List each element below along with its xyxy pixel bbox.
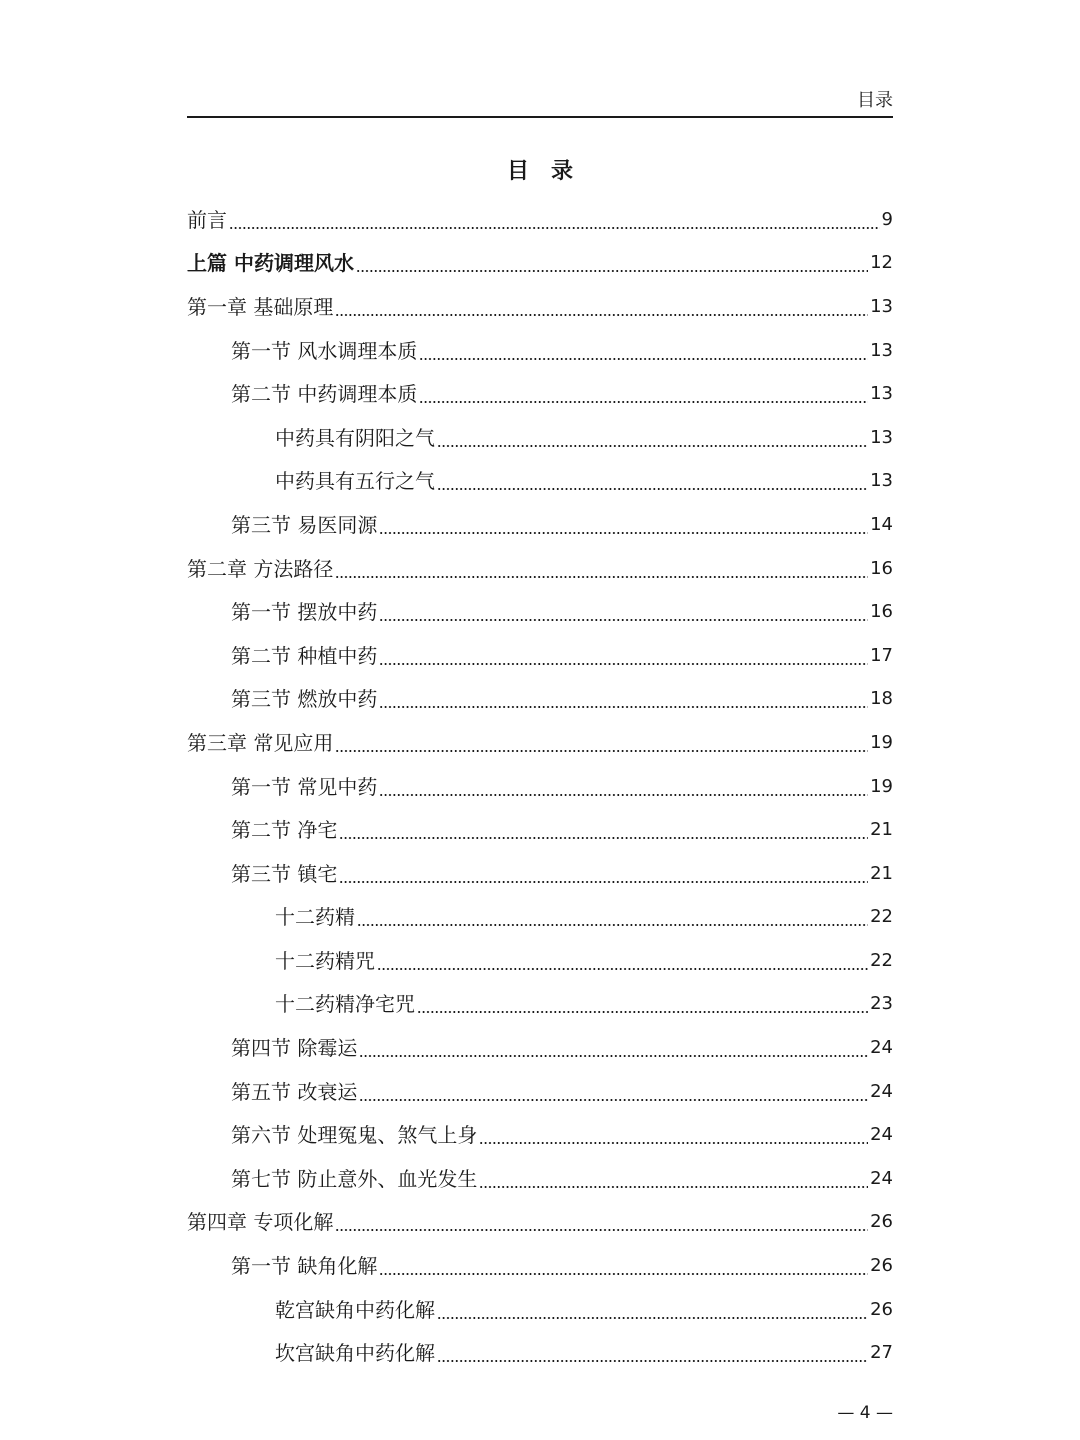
toc-entry-page-number: 12 — [870, 252, 893, 274]
toc-entry[interactable] — [187, 939, 893, 983]
toc-entry[interactable] — [187, 416, 893, 460]
dot-leader — [379, 1273, 868, 1275]
toc-entry-page-number: 13 — [870, 383, 893, 405]
toc-entry[interactable] — [187, 372, 893, 416]
toc-entry-title: 第一节 风水调理本质 — [231, 338, 418, 363]
toc-entry-title: 第六节 处理冤鬼、煞气上身 — [231, 1123, 478, 1148]
toc-entry-page-number: 24 — [870, 1124, 893, 1146]
dot-leader — [377, 968, 868, 970]
toc-entry[interactable] — [187, 198, 893, 242]
dot-leader — [379, 619, 868, 621]
toc-entry-title: 第二章 方法路径 — [187, 556, 334, 581]
toc-entry[interactable] — [187, 852, 893, 896]
toc-entry[interactable] — [187, 983, 893, 1027]
toc-entry-title: 第二节 净宅 — [231, 818, 338, 843]
toc-entry[interactable] — [187, 1288, 893, 1332]
toc-entry[interactable] — [187, 765, 893, 809]
dot-leader — [479, 1186, 868, 1188]
dot-leader — [419, 358, 868, 360]
dot-leader — [356, 270, 868, 272]
toc-entry-page-number: 13 — [870, 470, 893, 492]
toc-entry-title: 第三节 镇宅 — [231, 861, 338, 886]
toc-entry[interactable] — [187, 1026, 893, 1070]
dot-leader — [335, 750, 868, 752]
toc-entry-page-number: 23 — [870, 993, 893, 1015]
toc-entry[interactable] — [187, 678, 893, 722]
toc-entry[interactable] — [187, 1157, 893, 1201]
toc-entry[interactable] — [187, 721, 893, 765]
toc-entry-page-number: 13 — [870, 426, 893, 448]
toc-entry-title: 前言 — [187, 207, 227, 232]
toc-entry-title: 第一节 缺角化解 — [231, 1254, 378, 1279]
toc-entry-title: 第一节 摆放中药 — [231, 600, 378, 625]
dot-leader — [229, 227, 880, 229]
running-header — [187, 88, 893, 118]
dot-leader — [437, 1360, 868, 1362]
dot-leader — [379, 663, 868, 665]
toc-entry[interactable] — [187, 1201, 893, 1245]
toc-entry-title: 第三节 易医同源 — [231, 512, 378, 537]
page-number: — 4 — — [837, 1403, 893, 1423]
toc-entry-title: 第五节 改衰运 — [231, 1079, 358, 1104]
toc-entry-title: 第三节 燃放中药 — [231, 687, 378, 712]
toc-entry[interactable] — [187, 1244, 893, 1288]
toc-entry[interactable] — [187, 460, 893, 504]
toc-entry[interactable] — [187, 285, 893, 329]
running-header-title: 目录 — [857, 90, 893, 111]
toc-entry-page-number: 13 — [870, 339, 893, 361]
toc-entry-title: 第四章 专项化解 — [187, 1210, 334, 1235]
toc-entry-page-number: 19 — [870, 775, 893, 797]
toc-heading: 目录 — [506, 158, 595, 184]
toc-entry[interactable] — [187, 547, 893, 591]
dot-leader — [379, 794, 868, 796]
toc-entry-page-number: 16 — [870, 557, 893, 579]
toc-entry-page-number: 9 — [881, 208, 893, 230]
dot-leader — [335, 576, 868, 578]
toc-entry-title: 中药具有五行之气 — [275, 469, 435, 494]
toc-entry[interactable] — [187, 1331, 893, 1375]
toc-entry-page-number: 24 — [870, 1167, 893, 1189]
dot-leader — [479, 1142, 868, 1144]
toc-entry-page-number: 18 — [870, 688, 893, 710]
toc-entry-page-number: 26 — [870, 1211, 893, 1233]
dot-leader — [419, 401, 868, 403]
toc-entry-title: 第三章 常见应用 — [187, 730, 334, 755]
toc-entry-title: 坎宫缺角中药化解 — [275, 1341, 435, 1366]
toc-entry[interactable] — [187, 634, 893, 678]
toc-entry-title: 第一章 基础原理 — [187, 294, 334, 319]
toc-entry-page-number: 17 — [870, 644, 893, 666]
toc-entry-page-number: 24 — [870, 1080, 893, 1102]
toc-entry-page-number: 13 — [870, 295, 893, 317]
toc-entry-title: 第二节 种植中药 — [231, 643, 378, 668]
toc-entry-page-number: 14 — [870, 513, 893, 535]
dot-leader — [437, 1317, 868, 1319]
toc-list — [187, 198, 893, 1375]
toc-entry[interactable] — [187, 242, 893, 286]
dot-leader — [339, 881, 868, 883]
toc-entry[interactable] — [187, 329, 893, 373]
toc-entry[interactable] — [187, 808, 893, 852]
dot-leader — [437, 445, 868, 447]
toc-entry[interactable] — [187, 1070, 893, 1114]
toc-entry-title: 上篇 中药调理风水 — [187, 251, 354, 276]
toc-entry-page-number: 21 — [870, 819, 893, 841]
toc-entry-title: 中药具有阴阳之气 — [275, 425, 435, 450]
dot-leader — [379, 706, 868, 708]
toc-entry-page-number: 22 — [870, 949, 893, 971]
toc-entry-page-number: 24 — [870, 1037, 893, 1059]
dot-leader — [335, 1229, 868, 1231]
toc-entry-title: 第一节 常见中药 — [231, 774, 378, 799]
toc-entry-title: 十二药精咒 — [275, 948, 375, 973]
toc-entry[interactable] — [187, 503, 893, 547]
toc-entry-page-number: 26 — [870, 1298, 893, 1320]
toc-entry-page-number: 19 — [870, 731, 893, 753]
toc-entry[interactable] — [187, 896, 893, 940]
dot-leader — [339, 837, 868, 839]
toc-entry-title: 乾宫缺角中药化解 — [275, 1297, 435, 1322]
toc-entry-title: 第二节 中药调理本质 — [231, 382, 418, 407]
dot-leader — [359, 1055, 868, 1057]
toc-entry-title: 第七节 防止意外、血光发生 — [231, 1166, 478, 1191]
dot-leader — [357, 924, 868, 926]
toc-entry-title: 第四节 除霉运 — [231, 1036, 358, 1061]
toc-entry-title: 十二药精 — [275, 905, 355, 930]
dot-leader — [359, 1099, 868, 1101]
toc-entry-page-number: 26 — [870, 1255, 893, 1277]
dot-leader — [335, 314, 868, 316]
toc-entry-page-number: 22 — [870, 906, 893, 928]
dot-leader — [437, 488, 868, 490]
toc-entry-page-number: 27 — [870, 1342, 893, 1364]
toc-entry-title: 十二药精净宅咒 — [275, 992, 415, 1017]
dot-leader — [417, 1011, 868, 1013]
toc-entry-page-number: 16 — [870, 601, 893, 623]
toc-entry[interactable] — [187, 590, 893, 634]
dot-leader — [379, 532, 868, 534]
toc-entry[interactable] — [187, 1113, 893, 1157]
toc-entry-page-number: 21 — [870, 862, 893, 884]
